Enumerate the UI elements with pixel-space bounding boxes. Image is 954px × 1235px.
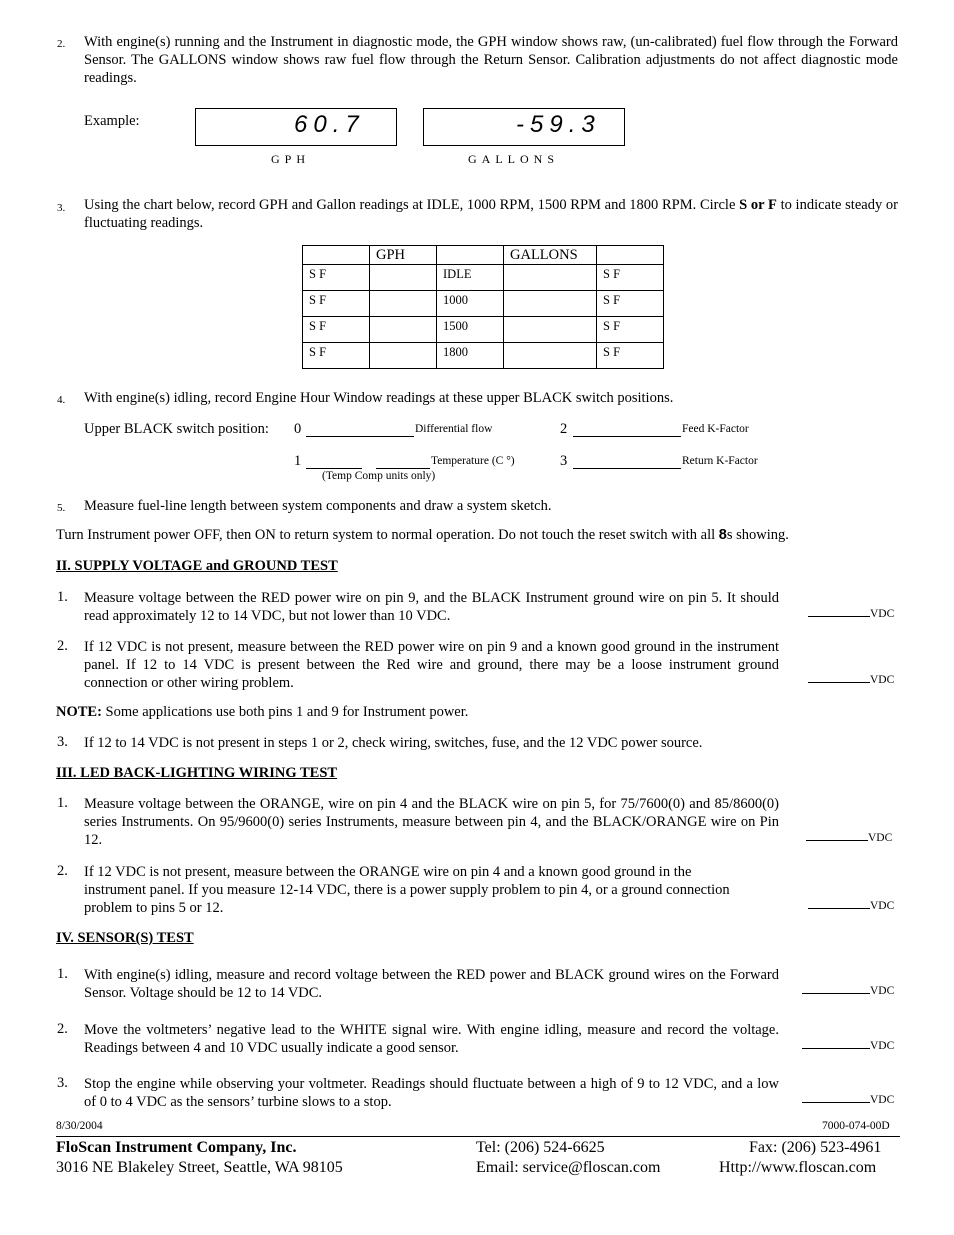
table-header-gph: GPH bbox=[370, 246, 437, 265]
footer-fax: Fax: (206) 523-4961 bbox=[749, 1139, 882, 1156]
gallons-entry-cell[interactable] bbox=[504, 317, 597, 343]
sf-cell[interactable]: S F bbox=[303, 317, 370, 343]
section-4-title: IV. SENSOR(S) TEST bbox=[56, 930, 194, 946]
section-2-item-2-number: 2. bbox=[57, 638, 68, 654]
section-2-title: II. SUPPLY VOLTAGE and GROUND TEST bbox=[56, 558, 338, 574]
vdc-unit: VDC bbox=[870, 1094, 895, 1106]
gph-entry-cell[interactable] bbox=[370, 291, 437, 317]
vdc-unit: VDC bbox=[870, 608, 895, 620]
note-label: NOTE: bbox=[56, 704, 102, 720]
item-3-text bbox=[84, 196, 898, 232]
footer-doc-number: 7000-074-00D bbox=[822, 1120, 890, 1132]
item-5-number: 5. bbox=[57, 502, 66, 514]
item-3-text-bold: S or F bbox=[739, 197, 777, 213]
sf-cell[interactable]: S F bbox=[303, 291, 370, 317]
vdc-unit: VDC bbox=[870, 1040, 895, 1052]
gph-caption: GPH bbox=[271, 152, 311, 166]
section-2-item-1-text: Measure voltage between the RED power wire on pin 9, and the BLACK Instrument ground wire on pin 5. It should read approximately 12 to 14 VDC, but not lower than 10 VDC. bbox=[84, 590, 779, 624]
switch-position-2: 2 bbox=[560, 421, 568, 437]
power-note-bold: 8 bbox=[718, 527, 727, 543]
vdc-entry[interactable] bbox=[808, 608, 894, 620]
vdc-entry[interactable] bbox=[802, 1040, 894, 1052]
table-header-gallons: GALLONS bbox=[504, 246, 597, 265]
vdc-unit: VDC bbox=[870, 674, 895, 686]
gph-entry-cell[interactable] bbox=[370, 317, 437, 343]
position-1-label: Temperature (C °) bbox=[431, 455, 515, 467]
vdc-entry[interactable] bbox=[808, 900, 894, 912]
position-1-entry-line-a[interactable] bbox=[306, 468, 362, 469]
section-4-item-2-text: Move the voltmeters’ negative lead to the WHITE signal wire. With engine idling, measure and record the voltage. Readings between 4 and 10 VDC usually indicate a good sensor. bbox=[84, 1022, 779, 1056]
position-3-label: Return K-Factor bbox=[682, 455, 758, 467]
sf-cell[interactable]: S F bbox=[303, 343, 370, 369]
section-2-item-1-number: 1. bbox=[57, 589, 68, 605]
item-3-number: 3. bbox=[57, 202, 66, 214]
vdc-unit: VDC bbox=[868, 832, 893, 844]
section-3-item-2-number: 2. bbox=[57, 863, 68, 879]
position-2-entry-line[interactable] bbox=[573, 436, 681, 437]
switch-position-1: 1 bbox=[294, 453, 302, 469]
section-2-item-2-text: If 12 VDC is not present, measure between the RED power wire on pin 9 and a known good ground in the instrument panel. If 12 to 14 VDC is present between the Red wire and ground, there may be a loose instrument ground connection or other wiring problem. bbox=[84, 639, 779, 691]
position-2-label: Feed K-Factor bbox=[682, 423, 749, 435]
section-2-item-3-number: 3. bbox=[57, 734, 68, 750]
gph-display bbox=[195, 108, 397, 146]
section-4-item-3-number: 3. bbox=[57, 1075, 68, 1091]
section-3-title: III. LED BACK-LIGHTING WIRING TEST bbox=[56, 765, 338, 781]
vdc-entry[interactable] bbox=[808, 674, 894, 686]
section-2-note bbox=[56, 704, 468, 721]
item-4-number: 4. bbox=[57, 394, 66, 406]
section-3-item-1-number: 1. bbox=[57, 795, 68, 811]
table-header-row bbox=[303, 246, 664, 265]
sf-cell[interactable]: S F bbox=[303, 265, 370, 291]
section-2-item-3-text: If 12 to 14 VDC is not present in steps 1 or 2, check wiring, switches, fuse, and the 12 VDC power source. bbox=[84, 735, 703, 751]
switch-position-3: 3 bbox=[560, 453, 568, 469]
vdc-entry[interactable] bbox=[802, 1094, 894, 1106]
footer-email[interactable]: Email: service@floscan.com bbox=[476, 1159, 661, 1176]
footer-web[interactable]: Http://www.floscan.com bbox=[719, 1159, 877, 1176]
table-row bbox=[303, 265, 664, 291]
gallons-entry-cell[interactable] bbox=[504, 265, 597, 291]
sf-cell[interactable]: S F bbox=[597, 291, 664, 317]
readings-table bbox=[302, 245, 664, 369]
switch-position-0: 0 bbox=[294, 421, 302, 437]
power-note-a: Turn Instrument power OFF, then ON to return system to normal operation. Do not touch the reset switch with all bbox=[56, 527, 719, 543]
section-3-item-1-text: Measure voltage between the ORANGE, wire on pin 4 and the BLACK wire on pin 5, for 75/7600(0) and 85/8600(0) series Instruments. On 95/9600(0) series Instruments, measure between pin 4, and the BLACK/ORANGE wire on Pin 12. bbox=[84, 796, 779, 848]
footer-address: 3016 NE Blakeley Street, Seattle, WA 98105 bbox=[56, 1159, 343, 1176]
position-1-entry-line-b[interactable] bbox=[376, 468, 430, 469]
power-note bbox=[56, 527, 789, 544]
item-3-text-b: to indicate steady or fluctuating readings. bbox=[84, 197, 898, 231]
sf-cell[interactable]: S F bbox=[597, 343, 664, 369]
section-4-item-3-text: Stop the engine while observing your voltmeter. Readings should fluctuate between a high of 9 to 12 VDC, and a low of 0 to 4 VDC as the sensors’ turbine slows to a stop. bbox=[84, 1076, 779, 1110]
gallons-entry-cell[interactable] bbox=[504, 291, 597, 317]
section-4-item-1-text: With engine(s) idling, measure and record voltage between the RED power and BLACK ground wires on the Forward Sensor. Voltage should be 12 to 14 VDC. bbox=[84, 967, 779, 1001]
vdc-entry[interactable] bbox=[802, 985, 894, 997]
gallons-caption: GALLONS bbox=[468, 152, 559, 166]
position-0-label: Differential flow bbox=[415, 423, 493, 435]
gallons-entry-cell[interactable] bbox=[504, 343, 597, 369]
table-header-cell bbox=[437, 246, 504, 265]
sf-cell[interactable]: S F bbox=[597, 265, 664, 291]
gph-display-value: 60.7 bbox=[294, 111, 365, 138]
item-2-number: 2. bbox=[57, 38, 66, 50]
item-2-text: With engine(s) running and the Instrument in diagnostic mode, the GPH window shows raw, (un-calibrated) fuel flow through the Forward Sensor. The GALLONS window shows raw fuel flow through the Return Sensor. Calibration adjustments do not affect diagnostic mode readings. bbox=[84, 34, 898, 86]
rpm-cell: 1800 bbox=[437, 343, 504, 369]
table-row bbox=[303, 343, 664, 369]
gph-entry-cell[interactable] bbox=[370, 343, 437, 369]
gallons-display bbox=[423, 108, 625, 146]
section-4-item-2-number: 2. bbox=[57, 1021, 68, 1037]
table-row bbox=[303, 317, 664, 343]
item-4-text: With engine(s) idling, record Engine Hour Window readings at these upper BLACK switch positions. bbox=[84, 390, 674, 406]
rpm-cell: 1000 bbox=[437, 291, 504, 317]
footer-tel: Tel: (206) 524-6625 bbox=[476, 1139, 605, 1156]
vdc-unit: VDC bbox=[870, 985, 895, 997]
vdc-unit: VDC bbox=[870, 900, 895, 912]
table-header-cell bbox=[597, 246, 664, 265]
footer-company: FloScan Instrument Company, Inc. bbox=[56, 1139, 297, 1156]
rpm-cell: 1500 bbox=[437, 317, 504, 343]
footer-divider bbox=[56, 1136, 900, 1137]
switch-position-label: Upper BLACK switch position: bbox=[84, 421, 269, 437]
position-3-entry-line[interactable] bbox=[573, 468, 681, 469]
section-4-item-1-number: 1. bbox=[57, 966, 68, 982]
section-3-item-2-text: If 12 VDC is not present, measure between the ORANGE wire on pin 4 and a known good ground in the instrument panel. If you measure 12-14 VDC, there is a power supply problem to pin 4, or a ground connection problem to pins 5 or 12. bbox=[84, 864, 730, 916]
sf-cell[interactable]: S F bbox=[597, 317, 664, 343]
rpm-cell: IDLE bbox=[437, 265, 504, 291]
item-3-text-a: Using the chart below, record GPH and Gallon readings at IDLE, 1000 RPM, 1500 RPM and 1800 RPM. Circle bbox=[84, 197, 740, 213]
example-label: Example: bbox=[84, 113, 140, 129]
gph-entry-cell[interactable] bbox=[370, 265, 437, 291]
power-note-b: s showing. bbox=[726, 527, 789, 543]
position-0-entry-line[interactable] bbox=[306, 436, 414, 437]
position-1-note: (Temp Comp units only) bbox=[322, 470, 436, 482]
table-header-cell bbox=[303, 246, 370, 265]
note-text: Some applications use both pins 1 and 9 for Instrument power. bbox=[101, 704, 469, 720]
gallons-display-value: -59.3 bbox=[516, 111, 601, 138]
footer-date: 8/30/2004 bbox=[56, 1120, 103, 1132]
table-row bbox=[303, 291, 664, 317]
item-5-text: Measure fuel-line length between system components and draw a system sketch. bbox=[84, 498, 552, 514]
vdc-entry[interactable] bbox=[806, 832, 892, 844]
